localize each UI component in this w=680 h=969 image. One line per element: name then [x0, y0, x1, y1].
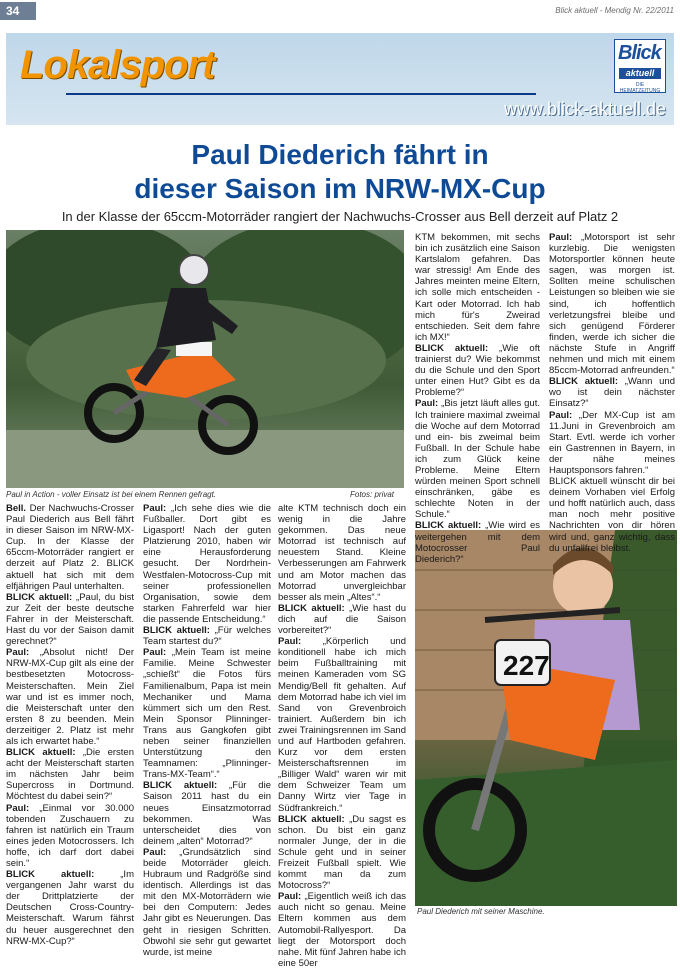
article-paragraph [415, 398, 540, 520]
speaker-label: Paul: [278, 636, 302, 648]
speaker-label: BLICK aktuell: [415, 342, 489, 354]
newspaper-logo [614, 39, 666, 93]
article-paragraph [278, 814, 406, 892]
paragraph-text: „Wie hast du dich auf die Saison vorbereitet?“ [278, 602, 406, 637]
paragraph-text: „Motorsport ist sehr kurzlebig. Die wenigsten Motorsportler können heute sagen, was morgen ist. Sollten meine schulischen Leistungen so bleiben wie sie sind, ich hoffentlich verletzungsfrei bleibe und sich genügend Förderer finden, werde ich sicher die nächste Stufe in Angriff nehmen und mich mit einem 85ccm-Motorrad anfreunden.“ [549, 232, 675, 377]
headline-line-2: dieser Saison im NRW-MX-Cup [134, 173, 546, 204]
text-column-4 [415, 232, 540, 565]
article-paragraph [549, 376, 675, 409]
paragraph-text: „Für welches Team startest du?“ [143, 625, 271, 648]
paragraph-text: „Eigentlich weiß ich das auch nicht so genau. Meine Eltern kommen aus dem Automobil-Rallyesport. Da liegt der Motorsport doch nahe. Mit fünf Jahren habe ich eine 50er [278, 891, 406, 969]
text-column-2 [143, 503, 271, 958]
page-header [0, 0, 680, 28]
headline-line-1: Paul Diederich fährt in [191, 139, 489, 170]
paragraph-text: „Bis jetzt läuft alles gut. Ich trainiere maximal zweimal die Woche auf dem Motorrad und ein- bis zweimal beim Fußball. In der Schule habe ich zum Glück keine Probleme. Meine Eltern würden meinen Sport schnell einschränken, gäbe es schlechte Noten in der Schule.“ [415, 398, 540, 521]
paragraph-text: „Wann und wo ist dein nächster Einsatz?“ [549, 376, 675, 410]
section-divider [66, 93, 536, 95]
paragraph-text: alte KTM technisch doch ein wenig in die Jahre gekommen. Das neue Motorrad ist technisch auf neuestem Stand. Kleine Verbesserungen am Fahrwerk und am Motor machen das Motorrad unvergleichbar besser als mein „Altes“.“ [278, 503, 406, 603]
article-paragraph [278, 636, 406, 814]
speaker-label: BLICK aktuell: [278, 813, 345, 825]
logo-tagline: DIE HEIMATZEITUNG [619, 82, 661, 94]
action-photo-caption: Paul in Action - voller Einsatz ist bei einem Rennen gefragt. [6, 490, 217, 499]
article-paragraph [6, 747, 134, 802]
article-paragraph [6, 647, 134, 747]
speaker-label: Paul: [278, 891, 302, 903]
article-paragraph [549, 476, 675, 554]
paragraph-text: „Absolut nicht! Der NRW-MX-Cup gilt als eine der bestbesetzten Motocross-Meisterschaften. Mein Ziel war und ist es immer noch, die Meisterschaft unter den ersten 8 zu beenden. Mein derzeitiger 2. Platz ist mehr als ich erwartet habe.“ [6, 647, 134, 747]
article-headline [0, 138, 680, 206]
motocross-jump-illustration [6, 230, 404, 488]
action-photo [6, 230, 404, 488]
speaker-label: BLICK aktuell: [143, 780, 218, 792]
portrait-photo-caption: Paul Diederich mit seiner Maschine. [417, 907, 545, 916]
article-paragraph [6, 803, 134, 870]
paragraph-text: „Mein Team ist meine Familie. Meine Schwester „schießt“ die Fotos fürs Familienalbum, Papa ist mein Mechaniker und Mama kümmert sich um den Rest. Mein Sponsor Plinninger-Trans aus Gangkofen gibt neben seiner finanziellen Unterstützung den Teamnamen: „Plinninger-Trans-MX-Team“.“ [143, 647, 271, 781]
article-paragraph [143, 625, 271, 647]
article-paragraph [6, 869, 134, 947]
speaker-label: BLICK aktuell: [143, 625, 210, 637]
article-paragraph [549, 232, 675, 376]
speaker-label: BLICK aktuell: [415, 520, 482, 532]
boy-with-motorbike-illustration [415, 530, 677, 906]
website-link[interactable]: www.blick-aktuell.de [503, 99, 666, 119]
article-paragraph [415, 520, 540, 564]
paragraph-text: „Du sagst es schon. Du bist ein ganz normaler Junge, der in die Schule geht und in seiner Freizeit Fußball spielt. Wie kommt man da zum Motocross?“ [278, 813, 406, 892]
paragraph-text: „Im vergangenen Jahr warst du der Drittplatzierte der Deutschen Cross-Country-Meisterschaft. Warum fährst du heuer ausgerechnet den NRW-MX-Cup?“ [6, 869, 134, 947]
article-paragraph [143, 780, 271, 847]
portrait-photo [415, 530, 677, 906]
text-column-1 [6, 503, 134, 947]
paragraph-text: „Wie wird es weitergehen mit dem Motocrosser Paul Diederich?“ [415, 520, 540, 565]
text-column-3 [278, 503, 406, 969]
article-paragraph [278, 603, 406, 636]
article-paragraph [278, 503, 406, 603]
paragraph-text: „Der MX-Cup ist am 11.Juni in Grevenbroich am Start. Evtl. werde ich vorher ein Gastrennen in Bayern, in der nähe meines Hauptsponsors fahren.“ [549, 409, 675, 476]
section-banner [6, 33, 674, 125]
photo-credit: Fotos: privat [350, 490, 395, 499]
speaker-label: BLICK aktuell: [549, 376, 619, 388]
article-paragraph [278, 891, 406, 969]
paragraph-text: „Ich sehe dies wie die Fußballer. Dort gibt es Ligasport! Nach der guten Platzierung 2010, haben wir eine Herausforderung gesucht. Der Nordrhein-Westfalen-Motocross-Cup mit seiner professionellen Organisation, sowie dem starken Fahrerfeld war hier die passende Entscheidung.“ [143, 503, 271, 625]
paragraph-text: KTM bekommen, mit sechs bin ich zusätzlich eine Saison Kartslalom gefahren. Das war stressig! Am Ende des Jahres meinten meine Eltern, ich solle mich entscheiden - Kart oder Motorrad. Ich hab mich für's Zweirad entschieden. Seit dem fahre ich MX!“ [415, 232, 540, 343]
speaker-label: BLICK aktuell: [6, 869, 95, 881]
speaker-label: Paul: [549, 232, 573, 243]
paragraph-text: „Die ersten acht der Meisterschaft starten im nächsten Jahr beim Supercross in Dortmund. Möchtest du dabei sein?“ [6, 747, 134, 803]
speaker-label: BLICK aktuell: [6, 591, 73, 603]
article-subheadline: In der Klasse der 65ccm-Motorräder rangiert der Nachwuchs-Crosser aus Bell derzeit auf Platz 2 [61, 209, 619, 224]
race-plate-number: 227 [503, 650, 550, 681]
speaker-label: Paul: [143, 846, 167, 858]
article-paragraph [143, 503, 271, 625]
article-paragraph [6, 503, 134, 592]
speaker-label: Paul: [143, 503, 167, 514]
article-paragraph [143, 647, 271, 780]
article-paragraph [415, 232, 540, 343]
speaker-label: Paul: [6, 647, 30, 659]
paragraph-text: BLICK aktuell wünscht dir bei deinem Vorhaben viel Erfolg und hofft natürlich auch, dass man noch mehr positive Nachrichten von dir hören wird und, ganz wichtig, dass du unfallfrei bleibst. [549, 476, 675, 554]
speaker-label: Paul: [549, 409, 573, 421]
paragraph-text: „Für die Saison 2011 hast du ein neues Einsatzmotorrad bekommen. Was unterscheidet dies von deinem „alten“ Motorrad?“ [143, 780, 271, 847]
article-paragraph [415, 343, 540, 398]
speaker-label: BLICK aktuell: [6, 747, 76, 759]
speaker-label: Paul: [6, 802, 30, 814]
text-column-5 [549, 232, 675, 554]
paragraph-text: „Einmal vor 30.000 tobenden Zuschauern zu fahren ist natürlich ein Traum eines jeden Motocrossers. Ich hoffe, ich darf dort dabei sein.“ [6, 802, 134, 869]
paragraph-text: „Grundsätzlich sind beide Motorräder gleich. Hubraum und Radgröße sind identisch. Allerdings ist das mit den MX-Motorrädern wie bei den Computern: Jedes Jahr gibt es Neuerungen. Das geht in riesigen Schritten. Obwohl sie sehr gut gewartet wurde, ist meine [143, 846, 271, 958]
paragraph-text: „Körperlich und konditionell habe ich mich beim Fußballtraining mit meinen Kameraden vom SG Mendig/Bell fit gehalten. Auf dem Motorrad habe ich viel im Sand von Grevenbroich trainiert. Außerdem bin ich zwei Trainingsrennen im Sand und auf Hartboden gefahren. Kurz vor dem ersten Meisterschaftsrennen im „Billiger Wald“ waren wir mit dem Schweizer Team um Danny Wirtz vier Tage in Südfrankreich.“ [278, 636, 406, 814]
section-title: Lokalsport [20, 43, 215, 87]
speaker-label: Bell. [6, 503, 27, 514]
article-paragraph [6, 592, 134, 647]
paragraph-text: Der Nachwuchs-Crosser Paul Diederich aus Bell fährt in dieser Saison im NRW-MX-Cup. In der Klasse der 65ccm-Motorräder rangiert er derzeit auf Platz 2. BLICK aktuell hat sich mit dem elfjährigen Paul unterhalten. [6, 503, 134, 592]
issue-label: Blick aktuell - Mendig Nr. 22/2011 [555, 6, 674, 15]
logo-word-blick: Blick [618, 42, 661, 64]
speaker-label: BLICK aktuell: [278, 602, 345, 614]
speaker-label: Paul: [415, 398, 439, 410]
paragraph-text: „Wie oft trainierst du? Wie bekommst du die Schule und den Sport unter einen Hut? Gibt es da Probleme?“ [415, 342, 540, 399]
article-paragraph [143, 847, 271, 958]
speaker-label: Paul: [143, 647, 167, 659]
article-paragraph [549, 410, 675, 477]
logo-word-aktuell: aktuell [619, 68, 661, 79]
page-number: 34 [0, 2, 36, 20]
paragraph-text: „Paul, du bist zur Zeit der beste deutsche Fahrer in der Meisterschaft. Hast du vor der Saison damit gerechnet?“ [6, 591, 134, 648]
